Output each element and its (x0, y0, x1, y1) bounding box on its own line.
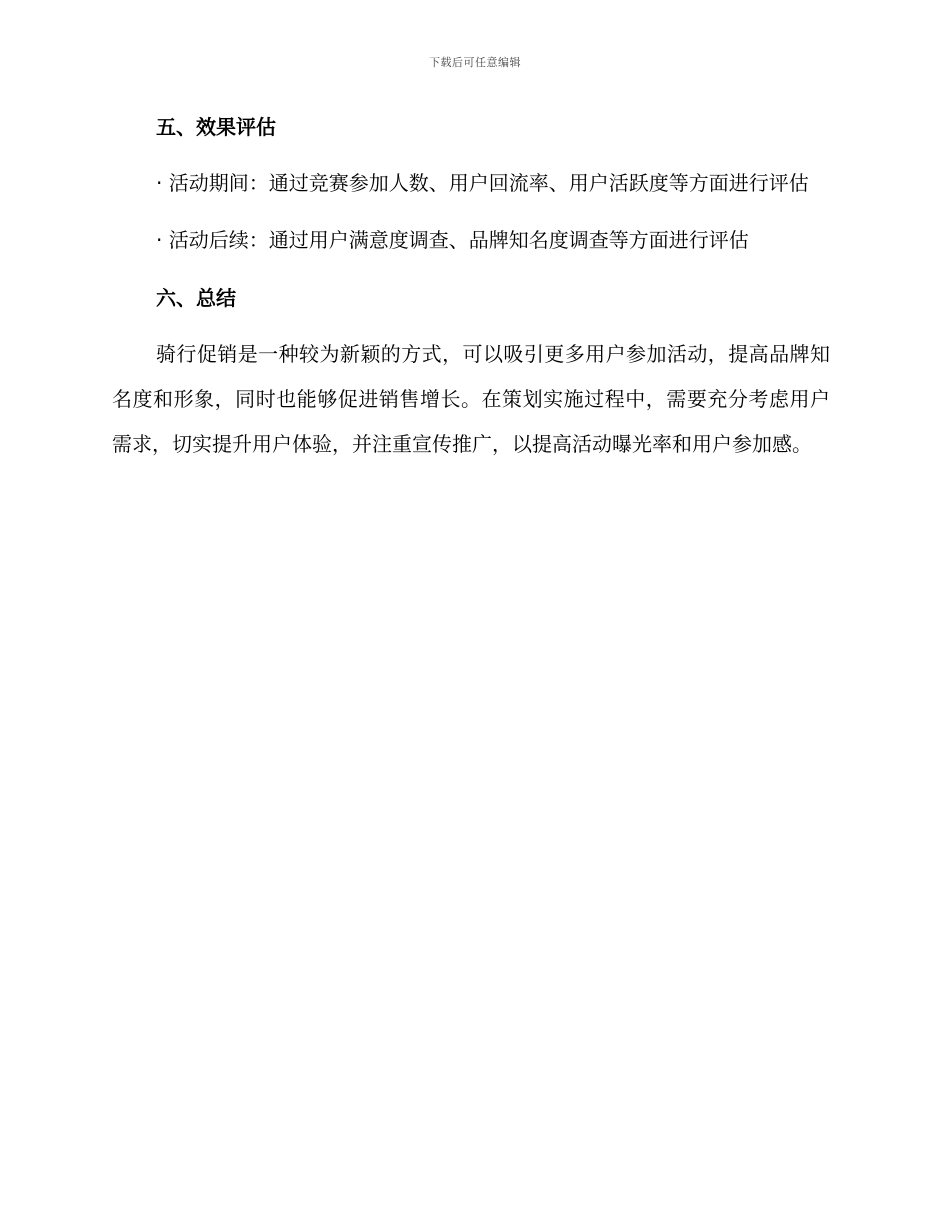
paragraph-after-activity: · 活动后续：通过用户满意度调查、品牌知名度调查等方面进行评估 (156, 228, 749, 252)
paragraph-summary: 骑行促销是一种较为新颖的方式，可以吸引更多用户参加活动，提高品牌知名度和形象，同时也能够促进销售增长。在策划实施过程中，需要充分考虑用户需求，切实提升用户体验，并注重宣传推广，以提高活动曝光率和用户参加感。 (112, 342, 830, 456)
paragraph-during-activity: · 活动期间：通过竞赛参加人数、用户回流率、用户活跃度等方面进行评估 (156, 171, 809, 195)
document-body (112, 104, 830, 479)
section-heading-summary: 六、总结 (156, 286, 236, 310)
header-note: 下载后可任意编辑 (429, 56, 521, 69)
section-heading-evaluation: 五、效果评估 (156, 115, 276, 139)
